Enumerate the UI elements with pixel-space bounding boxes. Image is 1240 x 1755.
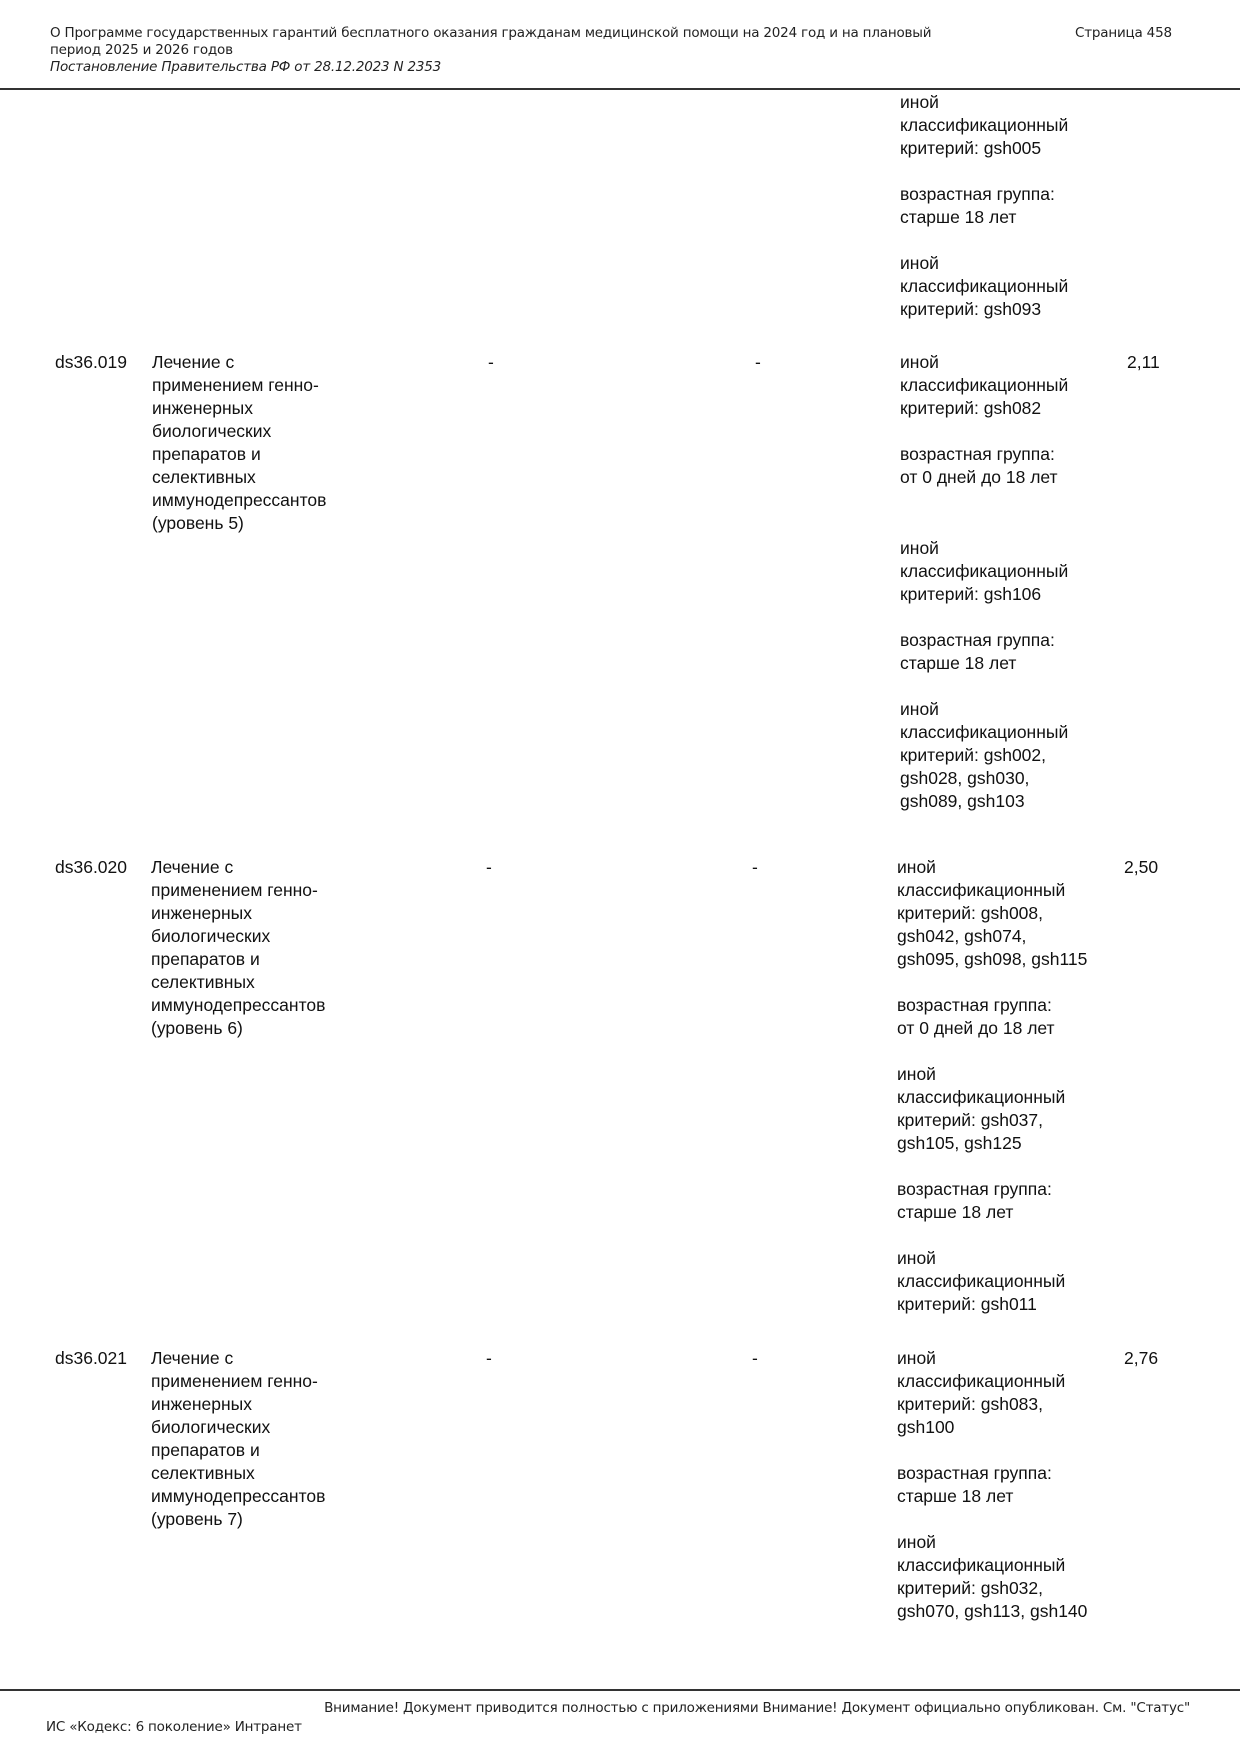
name-line: применением генно-: [152, 375, 319, 395]
criteria-block: [900, 351, 1068, 420]
criteria-line: критерий: gsh106: [900, 584, 1042, 604]
row-code: ds36.021: [55, 1348, 128, 1368]
name-line: биологических: [151, 1417, 271, 1437]
criteria-line: gsh028, gsh030,: [900, 768, 1030, 788]
criteria-block: [900, 629, 1068, 675]
criteria-line: классификационный: [900, 115, 1069, 135]
row-criteria-group-1: [897, 1347, 1087, 1623]
criteria-block: [897, 1247, 1087, 1316]
name-line: биологических: [152, 421, 272, 441]
criteria-block: [897, 856, 1087, 971]
row-col3: -: [486, 1348, 492, 1368]
criteria-line: возрастная группа:: [897, 1463, 1052, 1483]
criteria-line: возрастная группа:: [900, 444, 1055, 464]
criteria-line: gsh089, gsh103: [900, 791, 1025, 811]
name-line: селективных: [152, 467, 256, 487]
criteria-line: критерий: gsh082: [900, 398, 1042, 418]
criteria-line: иной: [900, 92, 939, 112]
name-line: инженерных: [151, 1394, 253, 1414]
document-subtitle: Постановление Правительства РФ от 28.12.2023 N 2353: [50, 59, 442, 75]
criteria-block: [900, 252, 1068, 321]
name-line: селективных: [151, 1463, 255, 1483]
name-line: применением генно-: [151, 880, 318, 900]
row-coefficient: 2,11: [1127, 352, 1160, 372]
criteria-line: критерий: gsh093: [900, 299, 1042, 319]
criteria-line: возрастная группа:: [900, 184, 1055, 204]
row-code: ds36.019: [55, 352, 128, 372]
footer-system-label: ИС «Кодекс: 6 поколение» Интранет: [46, 1719, 302, 1735]
criteria-line: иной: [900, 253, 939, 273]
criteria-line: gsh042, gsh074,: [897, 926, 1027, 946]
criteria-line: gsh100: [897, 1417, 955, 1437]
row-coefficient: 2,76: [1124, 1348, 1159, 1368]
criteria-block: [900, 537, 1068, 606]
criteria-line: критерий: gsh011: [897, 1294, 1037, 1314]
row-col4: -: [755, 352, 761, 372]
criteria-line: старше 18 лет: [897, 1486, 1014, 1506]
row-criteria-group-1: [897, 856, 1087, 1316]
name-line: (уровень 7): [151, 1509, 243, 1529]
name-line: селективных: [151, 972, 255, 992]
name-line: биологических: [151, 926, 271, 946]
criteria-line: классификационный: [897, 880, 1066, 900]
criteria-block: [897, 1347, 1087, 1439]
page-header: [50, 25, 1040, 76]
document-title-line-1: О Программе государственных гарантий бесплатного оказания гражданам медицинской помощи на 2024 год и на плановый: [50, 25, 932, 41]
name-line: (уровень 5): [152, 513, 244, 533]
criteria-line: классификационный: [897, 1087, 1066, 1107]
row-name: [151, 856, 325, 1040]
name-line: инженерных: [152, 398, 254, 418]
row-coefficient: 2,50: [1124, 857, 1159, 877]
criteria-line: классификационный: [900, 722, 1069, 742]
criteria-line: gsh070, gsh113, gsh140: [897, 1601, 1088, 1621]
row-criteria-group-2: [900, 537, 1068, 813]
criteria-block: [900, 443, 1068, 489]
name-line: иммунодепрессантов: [151, 1486, 326, 1506]
row-name: [151, 1347, 325, 1531]
criteria-line: возрастная группа:: [900, 630, 1055, 650]
criteria-line: классификационный: [900, 375, 1069, 395]
criteria-block: [897, 994, 1087, 1040]
document-title-line-2: период 2025 и 2026 годов: [50, 42, 233, 58]
criteria-line: классификационный: [900, 561, 1069, 581]
row-col3: -: [488, 352, 494, 372]
name-line: Лечение с: [151, 1348, 234, 1368]
name-line: препаратов и: [151, 1440, 260, 1460]
criteria-line: старше 18 лет: [897, 1202, 1014, 1222]
criteria-line: критерий: gsh037,: [897, 1110, 1043, 1130]
name-line: (уровень 6): [151, 1018, 243, 1038]
criteria-line: старше 18 лет: [900, 653, 1017, 673]
row-name: [152, 351, 326, 535]
criteria-line: классификационный: [897, 1371, 1066, 1391]
name-line: применением генно-: [151, 1371, 318, 1391]
criteria-line: gsh105, gsh125: [897, 1133, 1022, 1153]
criteria-line: иной: [897, 1064, 936, 1084]
criteria-line: возрастная группа:: [897, 1179, 1052, 1199]
name-line: иммунодепрессантов: [151, 995, 326, 1015]
criteria-block: [900, 91, 1068, 160]
name-line: иммунодепрессантов: [152, 490, 327, 510]
name-line: препаратов и: [151, 949, 260, 969]
row-code: ds36.020: [55, 857, 128, 877]
criteria-line: иной: [900, 352, 939, 372]
criteria-line: от 0 дней до 18 лет: [897, 1018, 1055, 1038]
criteria-line: классификационный: [897, 1271, 1066, 1291]
criteria-line: критерий: gsh005: [900, 138, 1042, 158]
continuation-criteria: [900, 91, 1068, 321]
name-line: препаратов и: [152, 444, 261, 464]
criteria-block: [897, 1178, 1087, 1224]
row-col3: -: [486, 857, 492, 877]
criteria-line: критерий: gsh083,: [897, 1394, 1043, 1414]
criteria-block: [897, 1531, 1087, 1623]
criteria-line: иной: [897, 1248, 936, 1268]
name-line: Лечение с: [152, 352, 235, 372]
criteria-block: [900, 183, 1068, 229]
criteria-block: [897, 1462, 1087, 1508]
criteria-line: критерий: gsh032,: [897, 1578, 1043, 1598]
row-criteria-group-1: [900, 351, 1068, 489]
footer-notice: Внимание! Документ приводится полностью с приложениями Внимание! Документ официально опубликован. См. "Статус": [324, 1700, 1190, 1716]
criteria-line: gsh095, gsh098, gsh115: [897, 949, 1088, 969]
name-line: Лечение с: [151, 857, 234, 877]
criteria-line: классификационный: [900, 276, 1069, 296]
criteria-block: [897, 1063, 1087, 1155]
name-line: инженерных: [151, 903, 253, 923]
row-col4: -: [752, 857, 758, 877]
criteria-line: возрастная группа:: [897, 995, 1052, 1015]
criteria-line: иной: [897, 857, 936, 877]
criteria-line: иной: [897, 1532, 936, 1552]
footer-divider: [0, 1689, 1240, 1691]
criteria-line: критерий: gsh002,: [900, 745, 1046, 765]
criteria-block: [900, 698, 1068, 813]
criteria-line: старше 18 лет: [900, 207, 1017, 227]
criteria-line: иной: [900, 538, 939, 558]
criteria-line: классификационный: [897, 1555, 1066, 1575]
criteria-line: критерий: gsh008,: [897, 903, 1043, 923]
page-number: Страница 458: [1075, 25, 1172, 41]
criteria-line: иной: [897, 1348, 936, 1368]
criteria-line: от 0 дней до 18 лет: [900, 467, 1058, 487]
criteria-line: иной: [900, 699, 939, 719]
header-divider: [0, 88, 1240, 90]
row-col4: -: [752, 1348, 758, 1368]
